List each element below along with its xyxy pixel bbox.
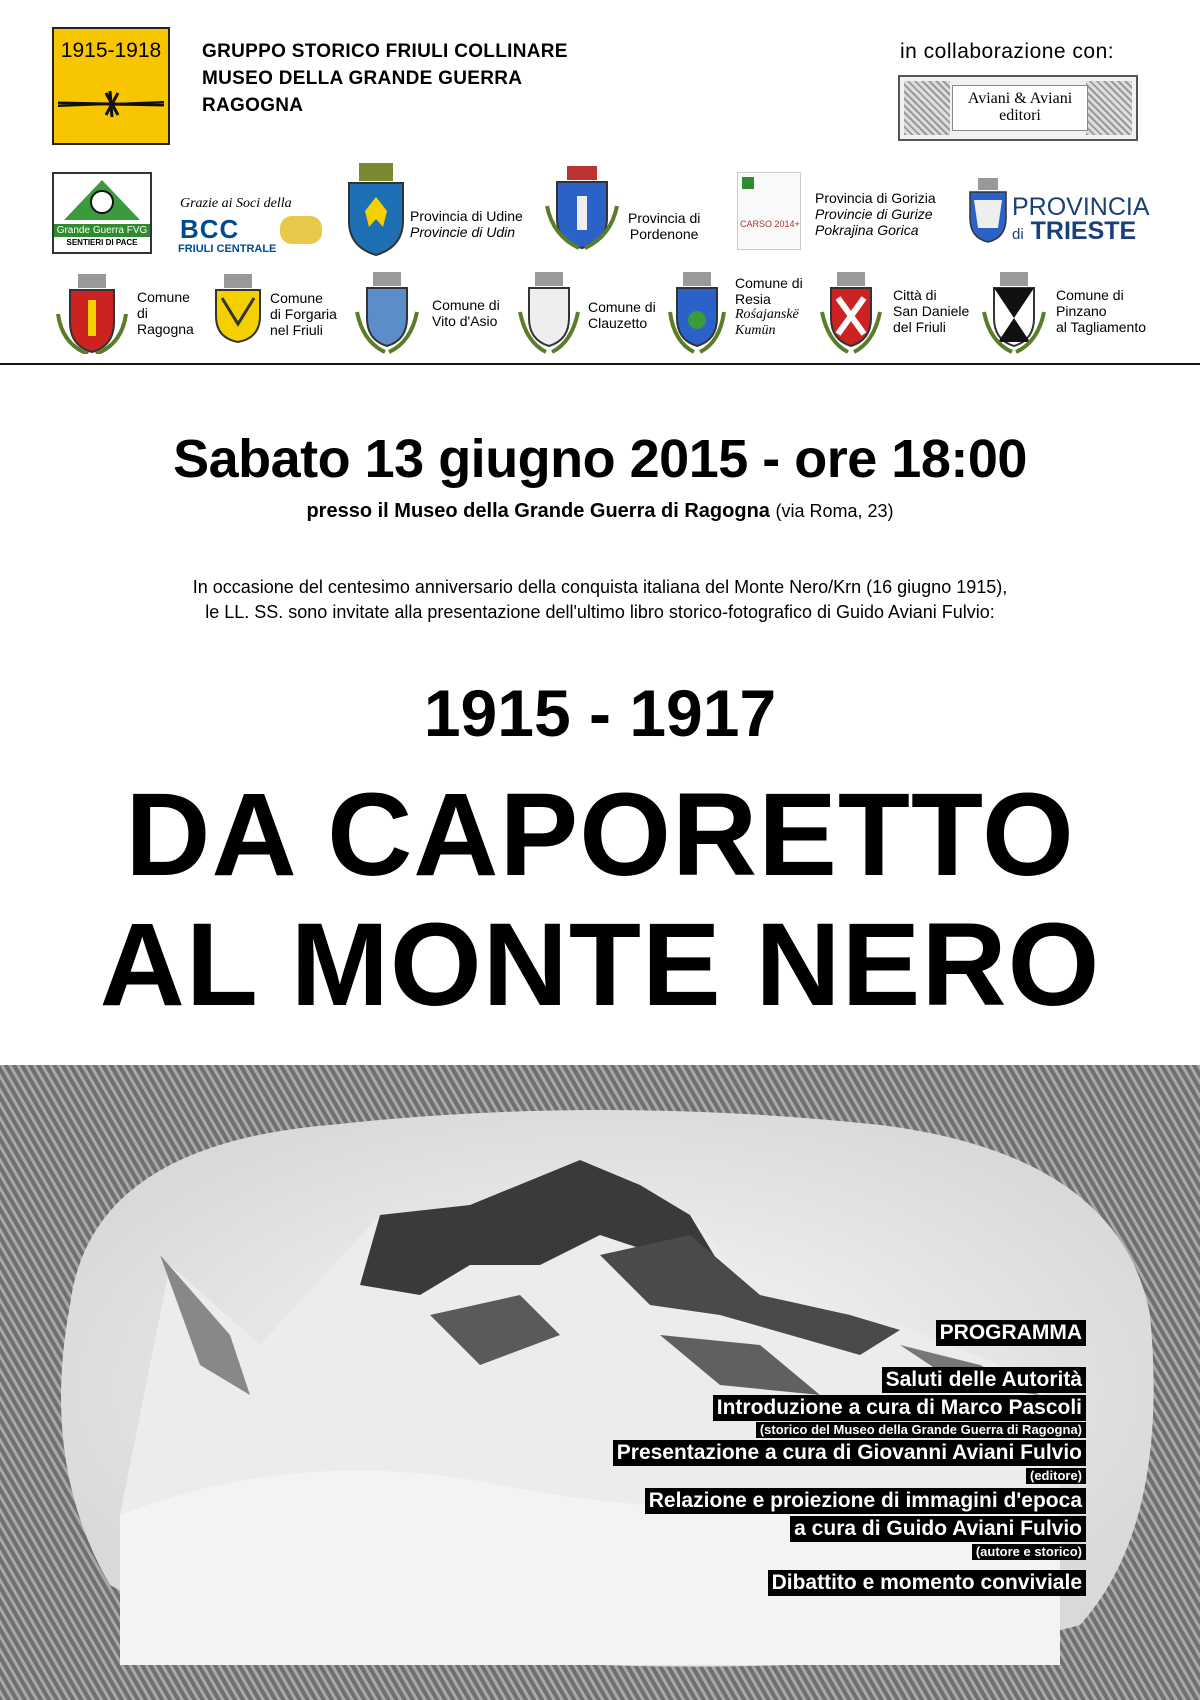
barbed-wire-icon — [58, 89, 164, 119]
comune-label-line: Resia — [735, 291, 771, 307]
comune-label-line: Comune di — [1056, 287, 1124, 303]
museum-logo-years: 1915-1918 — [60, 39, 162, 62]
comune-label-line: Kumün — [735, 323, 776, 338]
comune-clauzetto-label — [588, 299, 656, 331]
program-item-text: Introduzione a cura di Marco Pascoli — [713, 1395, 1086, 1421]
bcc-sub: FRIULI CENTRALE — [178, 243, 277, 255]
pordenone-crest-icon — [543, 166, 621, 250]
trieste-crest-icon — [968, 178, 1008, 244]
program-note — [972, 1543, 1086, 1561]
program-item-text: Dibattito e momento conviviale — [768, 1570, 1086, 1596]
monte-nero-photo — [0, 1065, 1200, 1700]
organizer-line: MUSEO DELLA GRANDE GUERRA — [202, 68, 523, 89]
gorizia-label-line: Pokrajina Gorica — [815, 222, 919, 238]
program-note-text: (storico del Museo della Grande Guerra di Ragogna) — [756, 1422, 1086, 1438]
comune-label-line: San Daniele — [893, 303, 970, 319]
comune-label-line: al Tagliamento — [1056, 319, 1147, 335]
book-title-line: AL MONTE NERO — [99, 899, 1101, 1031]
comune-resia-label — [735, 275, 803, 339]
publisher-logo-text — [952, 85, 1088, 131]
san-daniele-crest-icon — [820, 272, 882, 354]
pordenone-label — [628, 210, 700, 242]
event-address: (via Roma, 23) — [775, 501, 894, 521]
hands-icon — [54, 174, 150, 224]
collaboration-label: in collaborazione con: — [900, 40, 1115, 63]
udine-label-line: Provincia di Udine — [410, 208, 523, 224]
comune-label-line: di — [137, 305, 148, 321]
carso-flag-icon — [742, 177, 754, 189]
gorizia-label-line: Provincia di Gorizia — [815, 190, 936, 206]
trieste-label — [1012, 195, 1150, 247]
gorizia-label-line: Provincie di Gurize — [815, 206, 933, 222]
forgaria-crest-icon — [212, 274, 264, 344]
bcc-name: BCC — [180, 214, 240, 244]
organizer-line: GRUPPO STORICO FRIULI COLLINARE — [202, 41, 568, 62]
book-title — [0, 770, 1200, 1030]
resia-crest-icon — [668, 272, 726, 354]
comune-label-line: Vito d'Asio — [432, 313, 498, 329]
program-item — [790, 1516, 1086, 1542]
program-item — [768, 1570, 1086, 1596]
program-heading-text: PROGRAMMA — [936, 1320, 1086, 1346]
publisher-logo-ornament — [1086, 81, 1132, 135]
comune-label-line: Ragogna — [137, 321, 194, 337]
event-venue — [0, 500, 1200, 523]
event-venue-name: presso il Museo della Grande Guerra di Ragogna — [306, 500, 770, 522]
book-years: 1915 - 1917 — [423, 676, 777, 750]
publisher-logo-line: Aviani & Aviani — [967, 90, 1073, 107]
gorizia-label — [815, 190, 936, 238]
header-divider — [0, 363, 1200, 365]
program-note — [1026, 1467, 1086, 1485]
bcc-thanks: Grazie ai Soci della — [180, 196, 292, 211]
udine-crest-icon — [345, 163, 407, 257]
program-item-text: Relazione e proiezione di immagini d'epoca — [645, 1488, 1086, 1514]
event-intro-line: le LL. SS. sono invitate alla presentazione dell'ultimo libro storico-fotografico di Guido Aviani Fulvio: — [205, 602, 995, 622]
publisher-logo-ornament — [904, 81, 950, 135]
comune-label-line: Città di — [893, 287, 937, 303]
grande-guerra-logo — [52, 172, 152, 254]
comune-san-daniele-label — [893, 287, 969, 335]
grande-guerra-label: Grande Guerra FVG — [54, 224, 150, 237]
comune-label-line: Comune — [137, 289, 190, 305]
comune-label-line: del Friuli — [893, 319, 946, 335]
comune-ragogna-label — [137, 289, 194, 337]
udine-label-line: Provincie di Udin — [410, 224, 516, 240]
comune-label-line: Clauzetto — [588, 315, 648, 331]
program-note-text: (autore e storico) — [972, 1544, 1086, 1560]
comune-label-line: Comune di — [588, 299, 656, 315]
bcc-horse-icon — [280, 216, 322, 244]
organizer-block — [202, 38, 568, 119]
pordenone-label-line: Provincia di — [628, 210, 701, 226]
comune-label-line: Rośajanskë — [735, 307, 799, 322]
program-note — [756, 1421, 1086, 1439]
udine-label — [410, 208, 523, 240]
event-date: Sabato 13 giugno 2015 - ore 18:00 — [173, 429, 1027, 489]
comune-label-line: Comune — [270, 290, 323, 306]
trieste-label-di: di — [1012, 226, 1024, 243]
publisher-logo — [898, 75, 1138, 141]
book-title-line: DA CAPORETTO — [125, 769, 1075, 901]
comune-label-line: Comune di — [735, 275, 803, 291]
publisher-logo-line: editori — [999, 107, 1041, 124]
comune-forgaria-label — [270, 290, 337, 338]
carso-logo — [737, 172, 801, 250]
ragogna-crest-icon — [52, 274, 132, 354]
comune-vito-dasio-label — [432, 297, 500, 329]
pinzano-crest-icon — [982, 272, 1046, 354]
program-item — [613, 1440, 1086, 1466]
comune-label-line: nel Friuli — [270, 322, 323, 338]
program-item-text: Saluti delle Autorità — [882, 1367, 1086, 1393]
organizer-line: RAGOGNA — [202, 95, 304, 116]
program-item-text: a cura di Guido Aviani Fulvio — [790, 1516, 1086, 1542]
program-item-text: Presentazione a cura di Giovanni Aviani Fulvio — [613, 1440, 1086, 1466]
comune-label-line: Comune di — [432, 297, 500, 313]
comune-pinzano-label — [1056, 287, 1146, 335]
event-intro — [0, 575, 1200, 625]
grande-guerra-sub: SENTIERI DI PACE — [66, 238, 138, 247]
program-heading — [936, 1320, 1086, 1346]
program-item — [645, 1488, 1086, 1514]
comune-label-line: di Forgaria — [270, 306, 337, 322]
program-note-text: (editore) — [1026, 1468, 1086, 1484]
comune-label-line: Pinzano — [1056, 303, 1107, 319]
event-intro-line: In occasione del centesimo anniversario della conquista italiana del Monte Nero/Krn (16 giugno 1915), — [192, 577, 1008, 597]
trieste-label-line: PROVINCIA — [1012, 193, 1150, 221]
pordenone-label-line: Pordenone — [629, 226, 699, 242]
clauzetto-crest-icon — [518, 272, 580, 354]
carso-label: CARSO 2014+ — [740, 219, 800, 229]
trieste-label-name: TRIESTE — [1030, 217, 1137, 245]
program-item — [882, 1367, 1086, 1393]
program-item — [713, 1395, 1086, 1421]
vito-dasio-crest-icon — [355, 272, 419, 354]
museum-logo — [52, 27, 170, 145]
